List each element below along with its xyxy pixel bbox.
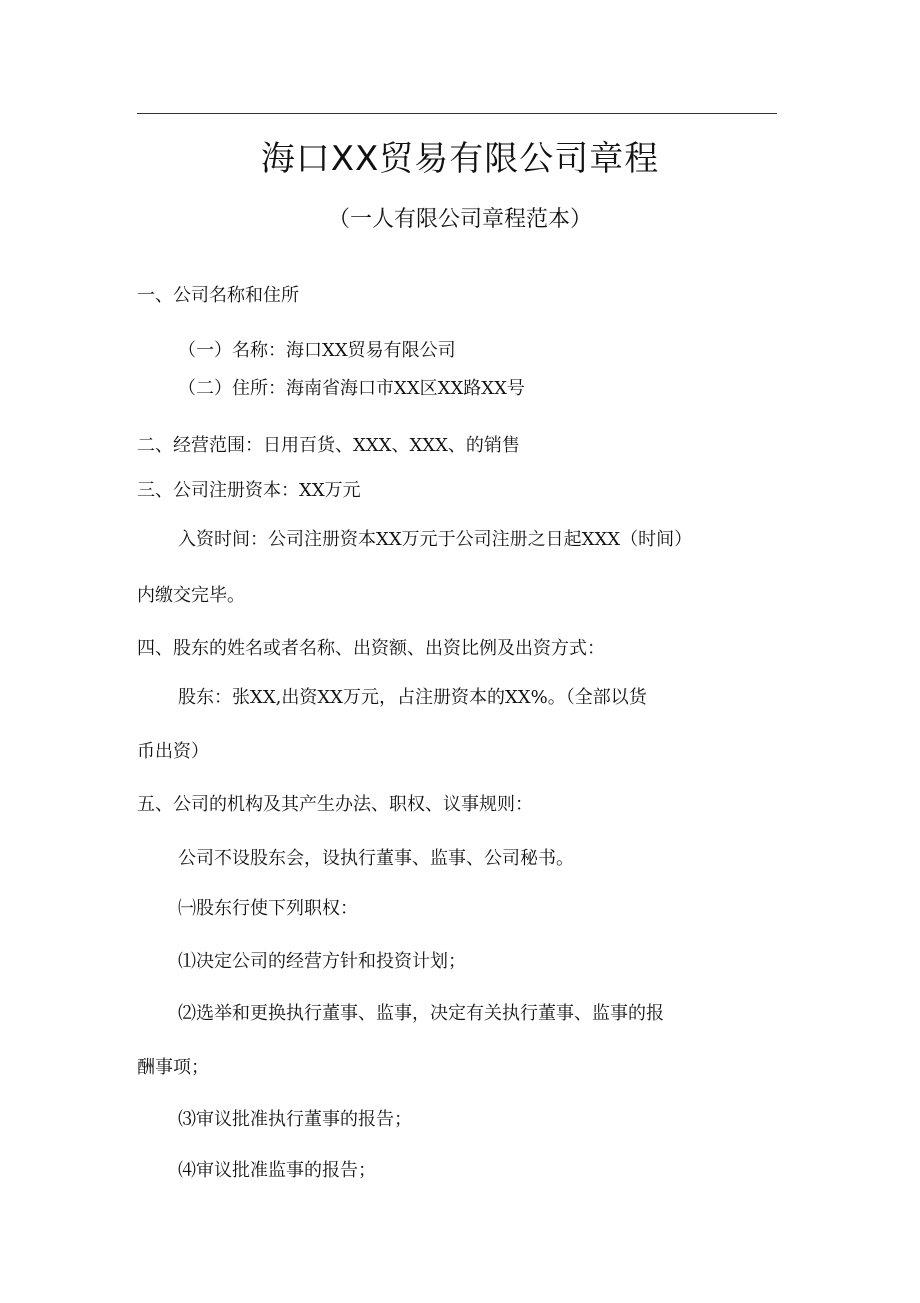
list-item-2-cont: 酬事项； (137, 1057, 209, 1078)
document-subtitle: （一人有限公司章程范本） (327, 207, 592, 232)
paragraph-shareholder-cont: 币出资） (137, 741, 209, 762)
section-heading-5: 五、公司的机构及其产生办法、职权、议事规则： (137, 794, 533, 815)
section-heading-1: 一、公司名称和住所 (137, 285, 299, 306)
list-item-3: ⑶审议批准执行董事的报告； (178, 1109, 412, 1130)
paragraph-organization: 公司不设股东会，设执行董事、监事、公司秘书。 (178, 848, 574, 869)
section-heading-2: 二、经营范围：日用百货、XXX、XXX、的销售 (137, 435, 520, 456)
section-heading-4: 四、股东的姓名或者名称、出资额、出资比例及出资方式： (137, 638, 605, 659)
subsection-shareholder-powers: ㈠股东行使下列职权： (178, 898, 358, 919)
list-item-1: ⑴决定公司的经营方针和投资计划； (178, 951, 466, 972)
clause-name: （一）名称：海口XX贸易有限公司 (178, 340, 456, 361)
clause-address: （二）住所：海南省海口市XX区XX路XX号 (178, 378, 525, 399)
document-title: 海口XX贸易有限公司章程 (260, 139, 660, 179)
paragraph-capital-time-cont: 内缴交完毕。 (137, 585, 245, 606)
header-rule (137, 113, 777, 114)
section-heading-3: 三、公司注册资本：XX万元 (137, 480, 361, 501)
paragraph-capital-time: 入资时间：公司注册资本XX万元于公司注册之日起XXX（时间） (178, 529, 693, 550)
list-item-4: ⑷审议批准监事的报告； (178, 1160, 376, 1181)
list-item-2: ⑵选举和更换执行董事、监事，决定有关执行董事、监事的报 (178, 1003, 664, 1024)
paragraph-shareholder: 股东：张XX,出资XX万元，占注册资本的XX%。（全部以货 (178, 687, 647, 708)
